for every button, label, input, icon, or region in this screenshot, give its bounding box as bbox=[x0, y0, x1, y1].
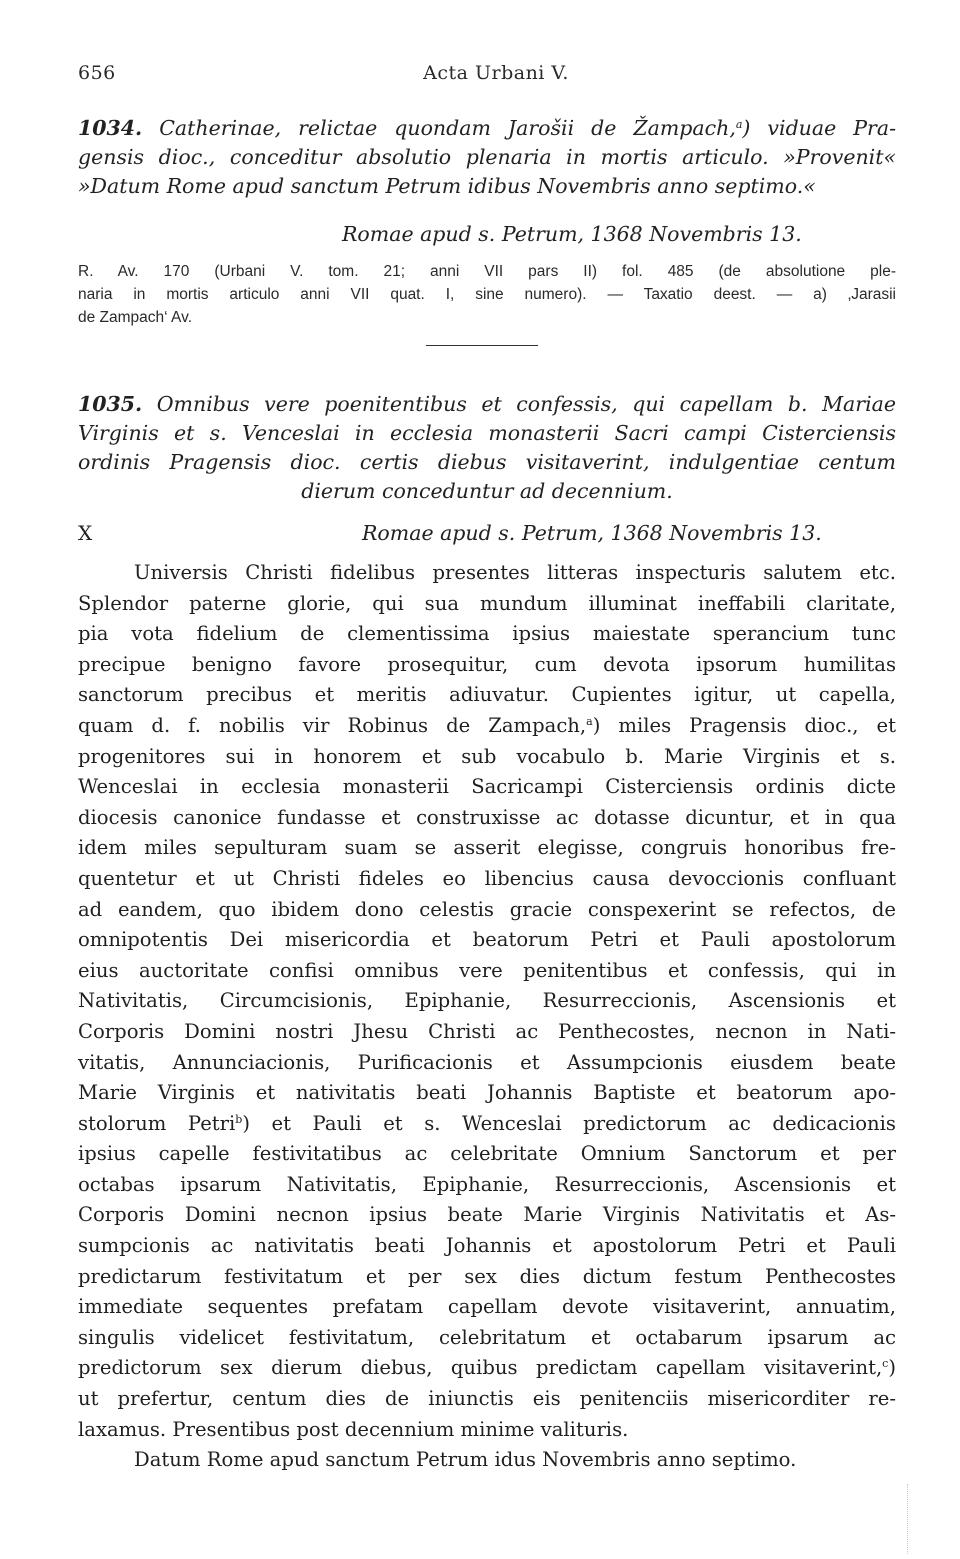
regest-1034-line-3: »Datum Rome apud sanctum Petrum idibus Novembris anno septimo.« bbox=[78, 174, 816, 198]
body-line: immediate sequentes prefatam capellam devote visitaverint, annuatim, bbox=[78, 1295, 896, 1319]
footnote-ref-c: c bbox=[882, 1357, 889, 1371]
regest-1035 bbox=[78, 390, 896, 506]
body-line: quam d. f. nobilis vir Robinus de Zampach,$^a$) miles Pragensis dioc., et bbox=[78, 713, 896, 737]
body-line: Universis Christi fidelibus presentes litteras inspecturis salutem etc. bbox=[134, 561, 896, 584]
body-line: Marie Virginis et nativitatis beati Johannis Baptiste et beatorum apo- bbox=[78, 1081, 896, 1105]
body-line: ad eandem, quo ibidem dono celestis gracie conspexerint se refectos, de bbox=[78, 897, 896, 921]
document-page: 656 Acta Urbani V. 1034. Catherinae, relictae quondam Jarošii de Žampach,$^a$) viduae Pra- gensis dioc., conceditur absolutio plenaria in mortis articulo. »Provenit« »Datum Rome apud sanctum Petrum idibus Novembris anno septimo.« Romae apud s. Petrum, 1368 Novembris 13. R. Av. 170 (Urbani V. tom. 21; anni VII pars II) fol. 485 (de absolutione ple- naria in mortis articulo anni VII quat. I, sine numero). — Taxatio deest. — a) ‚Jarasii de Zampach‘ Av. 1035. Omnibus vere poenitentibus et confessis, qui capellam b. Mariae Virginis et s. Venceslai in ecclesia monasterii Sacri campi Cisterciensis ordinis Pragensis dioc. certis diebus visitaverint, indulgentiae centum dierum conceduntur ad decennium. X Romae apud s. Petrum, 1368 Novembris 13. Universis Christi fidelibus presentes litteras inspecturis salutem etc. Splendor paterne glorie, qui sua mundum illuminat ineffabili claritate, pia vota fidelium de clementissima ipsius maiestate sperancium tunc precipue benigno favore prosequitur, cum devota ipsorum humilitas sanctorum precibus et meritis adiuvatur. Cupientes igitur, ut capella, quam d. f. nobilis vir Robinus de Zampach,$^a$) miles Pragensis dioc., et progenitores sui in honorem et sub vocabulo b. Marie Virginis et s. Wenceslai in ecclesia monasterii Sacricampi Cisterciensis ordinis dicte diocesis canonice fundasse et construxisse ac dotasse dicuntur, et in qua idem miles sepulturam suam se asserit elegisse, congruis honoribus fre- quentetur et ut Christi fideles eo libencius causa devoccionis confluant ad eandem, quo ibidem dono celestis gracie conspexerint se refectos, de omnipotentis Dei misericordia et beatorum Petri et Pauli apostolorum eius auctoritate confisi omnibus vere penitentibus et confessis, qui in Nativitatis, Circumcisionis, Epiphanie, Resurreccionis, Ascensionis et Corporis Domini nostri Jhesu Christi ac Penthecostes, necnon in Nati- vitatis, Annunciacionis, Purificacionis et Assumpcionis eiusdem beate Marie Virginis et nativitatis beati Johannis Baptiste et beatorum apo- stolorum Petri$^b$) et Pauli et s. Wenceslai predictorum ac dedicacionis ipsius capelle festivitatibus ac celebritate Omnium Sanctorum et per octabas ipsarum Nativitatis, Epiphanie, Resurreccionis, Ascensionis et Corporis Domini necnon ipsius beate Marie Virginis Nativitatis et As- sumpcionis ac nativitatis beati Johannis et apostolorum Petri et Pauli predictarum festivitatum et per sex dies dictum festum Penthecostes immediate sequentes prefatam capellam devote visitaverint, annuatim, singulis videlicet festivitatum, celebritatum et octabarum ipsarum ac predictorum sex dierum diebus, quibus predictam capellam visitaverint,$^c$) ut prefertur, centum dies de iniunctis eis penitenciis misericorditer re- laxamus. Presentibus post decennium minime valituris. Datum Rome apud sanctum Petrum idus Novembris anno septimo. bbox=[0, 0, 960, 1559]
note-line-2: naria in mortis articulo anni VII quat. I, sine numero). — Taxatio deest. — a) ‚Jarasii bbox=[78, 286, 896, 303]
regest-1035-line-3: ordinis Pragensis dioc. certis diebus visitaverint, indulgentiae centum bbox=[78, 450, 896, 474]
body-line: predictorum sex dierum diebus, quibus predictam capellam visitaverint,$^c$) bbox=[78, 1356, 896, 1380]
note-line-1: R. Av. 170 (Urbani V. tom. 21; anni VII pars II) fol. 485 (de absolutione ple- bbox=[78, 263, 896, 280]
section-divider bbox=[426, 345, 538, 346]
page-number: 656 bbox=[78, 62, 116, 84]
body-line: pia vota fidelium de clementissima ipsius maiestate sperancium tunc bbox=[78, 622, 896, 646]
body-line: singulis videlicet festivitatum, celebritatum et octabarum ipsarum ac bbox=[78, 1325, 896, 1349]
body-line: sumpcionis ac nativitatis beati Johannis et apostolorum Petri et Pauli bbox=[78, 1234, 896, 1258]
body-line: Splendor paterne glorie, qui sua mundum illuminat ineffabili claritate, bbox=[78, 591, 896, 615]
body-line: Wenceslai in ecclesia monasterii Sacricampi Cisterciensis ordinis dicte bbox=[78, 775, 896, 799]
entry-number-1034: 1034. bbox=[78, 116, 143, 140]
body-line: Nativitatis, Circumcisionis, Epiphanie, Resurreccionis, Ascensionis et bbox=[78, 989, 896, 1013]
dating-clause: Datum Rome apud sanctum Petrum idus Novembris anno septimo. bbox=[134, 1448, 797, 1472]
body-line: predictarum festivitatum et per sex dies dictum festum Penthecostes bbox=[78, 1264, 896, 1288]
body-line: omnipotentis Dei misericordia et beatorum Petri et Pauli apostolorum bbox=[78, 928, 896, 952]
footnote-ref-a: a bbox=[586, 714, 593, 728]
body-line: idem miles sepulturam suam se asserit elegisse, congruis honoribus fre- bbox=[78, 836, 896, 860]
body-line: ipsius capelle festivitatibus ac celebritate Omnium Sanctorum et per bbox=[78, 1142, 896, 1166]
body-line: Corporis Domini nostri Jhesu Christi ac Penthecostes, necnon in Nati- bbox=[78, 1019, 896, 1043]
archival-note-1034 bbox=[78, 260, 896, 329]
body-line: laxamus. Presentibus post decennium minime valituris. bbox=[78, 1417, 629, 1441]
regest-1035-line-2: Virginis et s. Venceslai in ecclesia monasterii Sacri campi Cisterciensis bbox=[78, 421, 896, 445]
regest-1034-line-1: 1034. Catherinae, relictae quondam Jarošii de Žampach,$^a$) viduae Pra- bbox=[78, 116, 896, 140]
scan-artifact bbox=[907, 1484, 914, 1554]
regest-1034-line-2: gensis dioc., conceditur absolutio plenaria in mortis articulo. »Provenit« bbox=[78, 145, 896, 169]
entry-number-1035: 1035. bbox=[78, 392, 143, 416]
page-header bbox=[78, 62, 894, 90]
margin-mark: X bbox=[78, 521, 93, 545]
body-line: octabas ipsarum Nativitatis, Epiphanie, Resurreccionis, Ascensionis et bbox=[78, 1172, 896, 1196]
body-line: precipue benigno favore prosequitur, cum devota ipsorum humilitas bbox=[78, 652, 896, 676]
body-line: stolorum Petri$^b$) et Pauli et s. Wenceslai predictorum ac dedicacionis bbox=[78, 1111, 896, 1135]
note-line-3: de Zampach‘ Av. bbox=[78, 309, 193, 326]
regest-1034 bbox=[78, 114, 896, 201]
regest-1035-line-1: 1035. Omnibus vere poenitentibus et confessis, qui capellam b. Mariae bbox=[78, 392, 896, 416]
footnote-ref-b: b bbox=[235, 1112, 243, 1126]
footnote-ref-a: a bbox=[735, 118, 743, 131]
running-title: Acta Urbani V. bbox=[423, 62, 569, 84]
body-line: sanctorum precibus et meritis adiuvatur. Cupientes igitur, ut capella, bbox=[78, 683, 896, 707]
body-line: diocesis canonice fundasse et construxisse ac dotasse dicuntur, et in qua bbox=[78, 805, 896, 829]
regest-1035-line-4: dierum conceduntur ad decennium. bbox=[301, 479, 673, 503]
body-line: eius auctoritate confisi omnibus vere penitentibus et confessis, qui in bbox=[78, 958, 896, 982]
body-line: progenitores sui in honorem et sub vocabulo b. Marie Virginis et s. bbox=[78, 744, 896, 768]
body-line: vitatis, Annunciacionis, Purificacionis et Assumpcionis eiusdem beate bbox=[78, 1050, 896, 1074]
body-line: ut prefertur, centum dies de iniunctis eis penitenciis misericorditer re- bbox=[78, 1387, 896, 1411]
document-body bbox=[78, 558, 896, 1476]
body-line: quentetur et ut Christi fideles eo libencius causa devoccionis confluant bbox=[78, 866, 896, 890]
body-line: Corporis Domini necnon ipsius beate Marie Virginis Nativitatis et As- bbox=[78, 1203, 896, 1227]
